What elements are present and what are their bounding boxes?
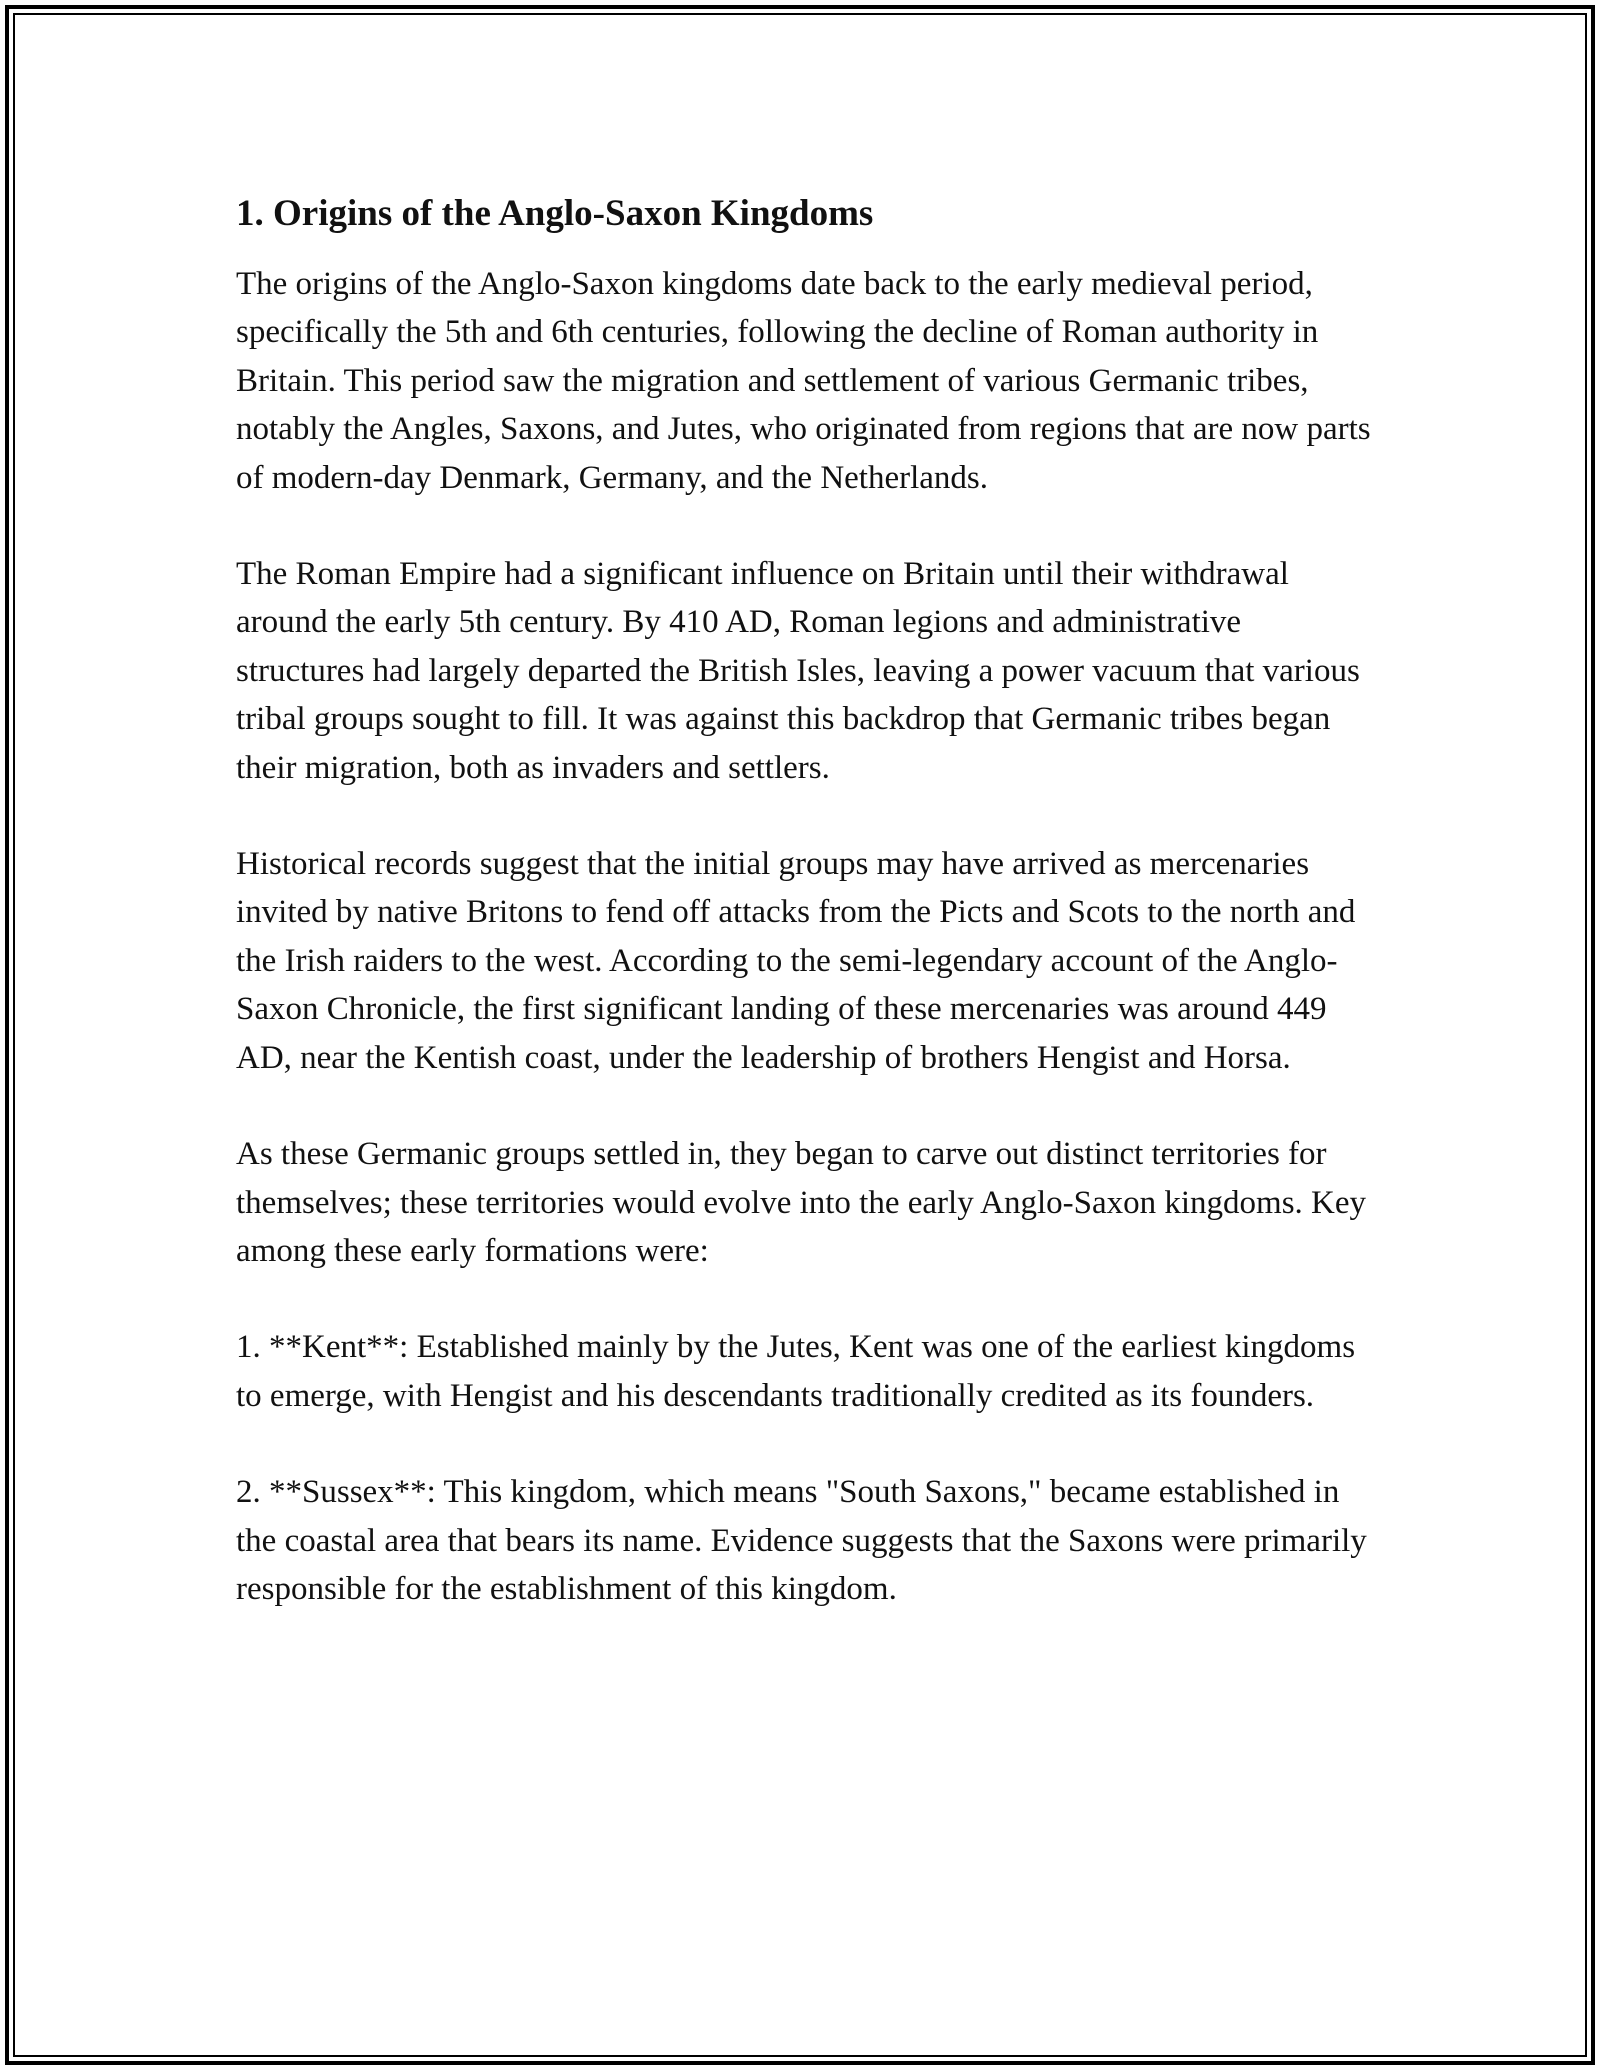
paragraph-roman-withdrawal: The Roman Empire had a significant influence on Britain until their withdrawal around the early 5th century. By 410 AD, Roman legions and administrative structures had largely departed the British Isles, leaving a power vacuum that various tribal groups sought to fill. It was against this backdrop that Germanic tribes began their migration, both as invaders and settlers. [236,556,1360,786]
document-body [236,186,1376,1661]
list-item-kent: 1. **Kent**: Established mainly by the Jutes, Kent was one of the earliest kingdoms to emerge, with Hengist and his descendants traditionally credited as its founders. [236,1329,1356,1414]
list-item-sussex: 2. **Sussex**: This kingdom, which means "South Saxons," became established in the coastal area that bears its name. Evidence suggests that the Saxons were primarily responsible for the establishment of this kingdom. [236,1474,1367,1607]
section-heading: 1. Origins of the Anglo-Saxon Kingdoms [236,193,874,234]
paragraph-origins: The origins of the Anglo-Saxon kingdoms date back to the early medieval period, specifically the 5th and 6th centuries, following the decline of Roman authority in Britain. This period saw the migration and settlement of various Germanic tribes, notably the Angles, Saxons, and Jutes, who originated from regions that are now parts of modern-day Denmark, Germany, and the Netherlands. [236,266,1371,496]
paragraph-early-kingdoms: As these Germanic groups settled in, they began to carve out distinct territories for themselves; these territories would evolve into the early Anglo-Saxon kingdoms. Key among these early formations were: [236,1136,1367,1269]
paragraph-mercenaries: Historical records suggest that the initial groups may have arrived as mercenaries invited by native Britons to fend off attacks from the Picts and Scots to the north and the Irish raiders to the west. According to the semi-legendary account of the Anglo-Saxon Chronicle, the first significant landing of these mercenaries was around 449 AD, near the Kentish coast, under the leadership of brothers Hengist and Horsa. [236,846,1356,1076]
